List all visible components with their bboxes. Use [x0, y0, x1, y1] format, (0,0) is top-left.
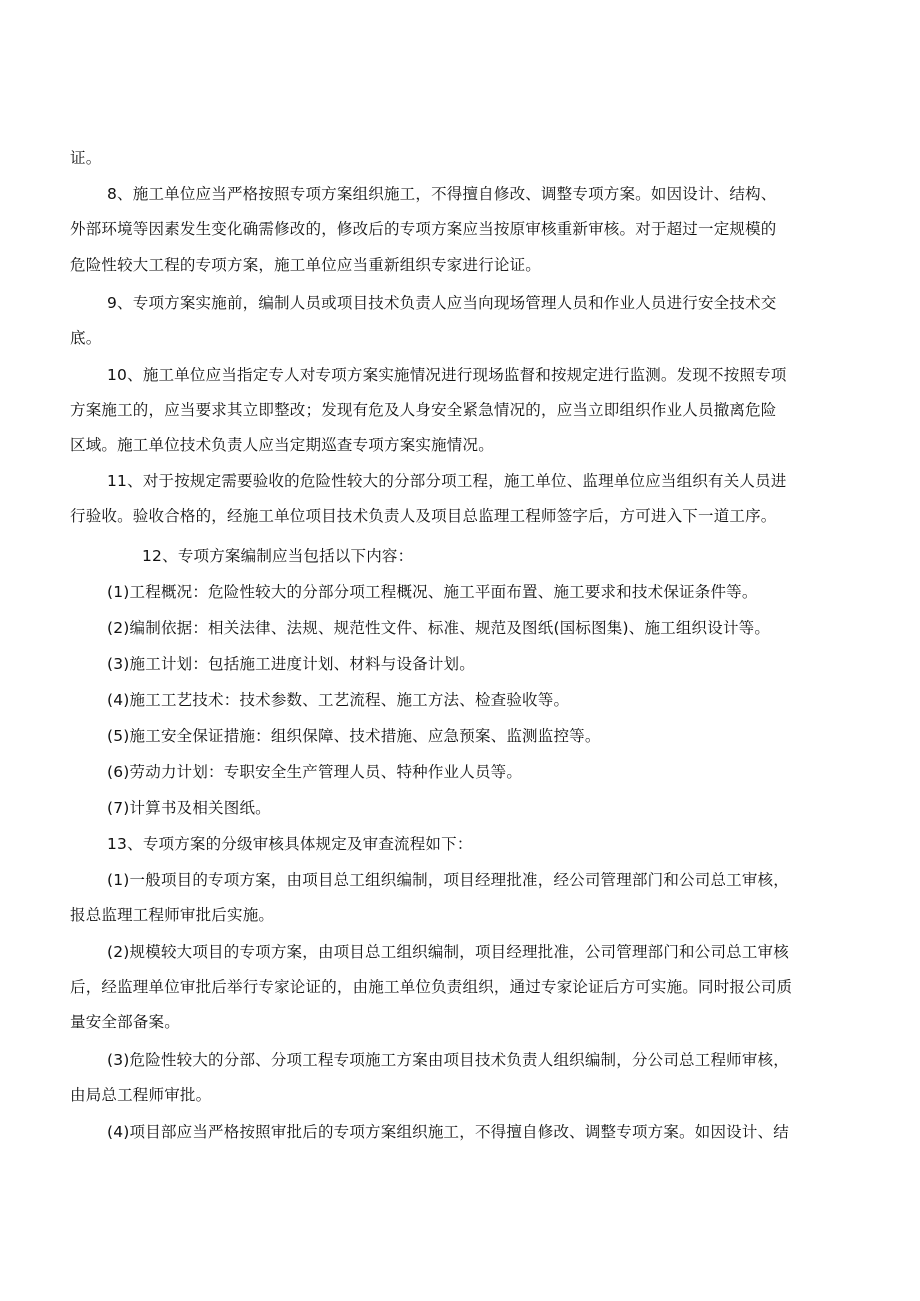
text-line: (6)劳动力计划：专职安全生产管理人员、特种作业人员等。 — [107, 763, 523, 781]
text-line: 证。 — [70, 149, 102, 167]
text-line: 行验收。验收合格的，经施工单位项目技术负责人及项目总监理工程师签字后，方可进入下一道工序。 — [70, 507, 777, 525]
text-line: 方案施工的，应当要求其立即整改；发现有危及人身安全紧急情况的，应当立即组织作业人员撤离危险 — [70, 401, 777, 419]
text-line: (1)一般项目的专项方案，由项目总工组织编制，项目经理批准，经公司管理部门和公司总工审核， — [107, 871, 789, 889]
text-line: (5)施工安全保证措施：组织保障、技术措施、应急预案、监测监控等。 — [107, 727, 601, 745]
text-line: (4)项目部应当严格按照审批后的专项方案组织施工，不得擅自修改、调整专项方案。如因设计、结 — [107, 1123, 789, 1141]
text-line: 由局总工程师审批。 — [70, 1086, 212, 1104]
text-line: (2)规模较大项目的专项方案，由项目总工组织编制，项目经理批准，公司管理部门和公司总工审核 — [107, 943, 789, 961]
text-line: 区域。施工单位技术负责人应当定期巡查专项方案实施情况。 — [70, 436, 494, 454]
text-line: 外部环境等因素发生变化确需修改的，修改后的专项方案应当按原审核重新审核。对于超过一定规模的 — [70, 220, 777, 238]
text-line: 8、施工单位应当严格按照专项方案组织施工，不得擅自修改、调整专项方案。如因设计、结构、 — [107, 185, 777, 203]
text-line: 危险性较大工程的专项方案，施工单位应当重新组织专家进行论证。 — [70, 256, 542, 274]
text-line: 底。 — [70, 329, 102, 347]
text-line: (7)计算书及相关图纸。 — [107, 799, 271, 817]
text-line: 13、专项方案的分级审核具体规定及审查流程如下： — [107, 835, 473, 853]
text-line: 报总监理工程师审批后实施。 — [70, 906, 275, 924]
text-line: (3)危险性较大的分部、分项工程专项施工方案由项目技术负责人组织编制，分公司总工程师审核， — [107, 1051, 789, 1069]
text-line: 9、专项方案实施前，编制人员或项目技术负责人应当向现场管理人员和作业人员进行安全技术交 — [107, 294, 777, 312]
text-line: (4)施工工艺技术：技术参数、工艺流程、施工方法、检查验收等。 — [107, 691, 570, 709]
text-line: 12、专项方案编制应当包括以下内容： — [142, 547, 414, 565]
text-line: 量安全部备案。 — [70, 1013, 180, 1031]
text-line: 后，经监理单位审批后举行专家论证的，由施工单位负责组织，通过专家论证后方可实施。同时报公司质 — [70, 978, 793, 996]
text-line: 10、施工单位应当指定专人对专项方案实施情况进行现场监督和按规定进行监测。发现不按照专项 — [107, 366, 787, 384]
text-line: (3)施工计划：包括施工进度计划、材料与设备计划。 — [107, 655, 475, 673]
text-line: (1)工程概况：危险性较大的分部分项工程概况、施工平面布置、施工要求和技术保证条件等。 — [107, 583, 758, 601]
text-line: 11、对于按规定需要验收的危险性较大的分部分项工程，施工单位、监理单位应当组织有关人员进 — [107, 472, 787, 490]
text-line: (2)编制依据：相关法律、法规、规范性文件、标准、规范及图纸(国标图集)、施工组织设计等。 — [107, 619, 771, 637]
